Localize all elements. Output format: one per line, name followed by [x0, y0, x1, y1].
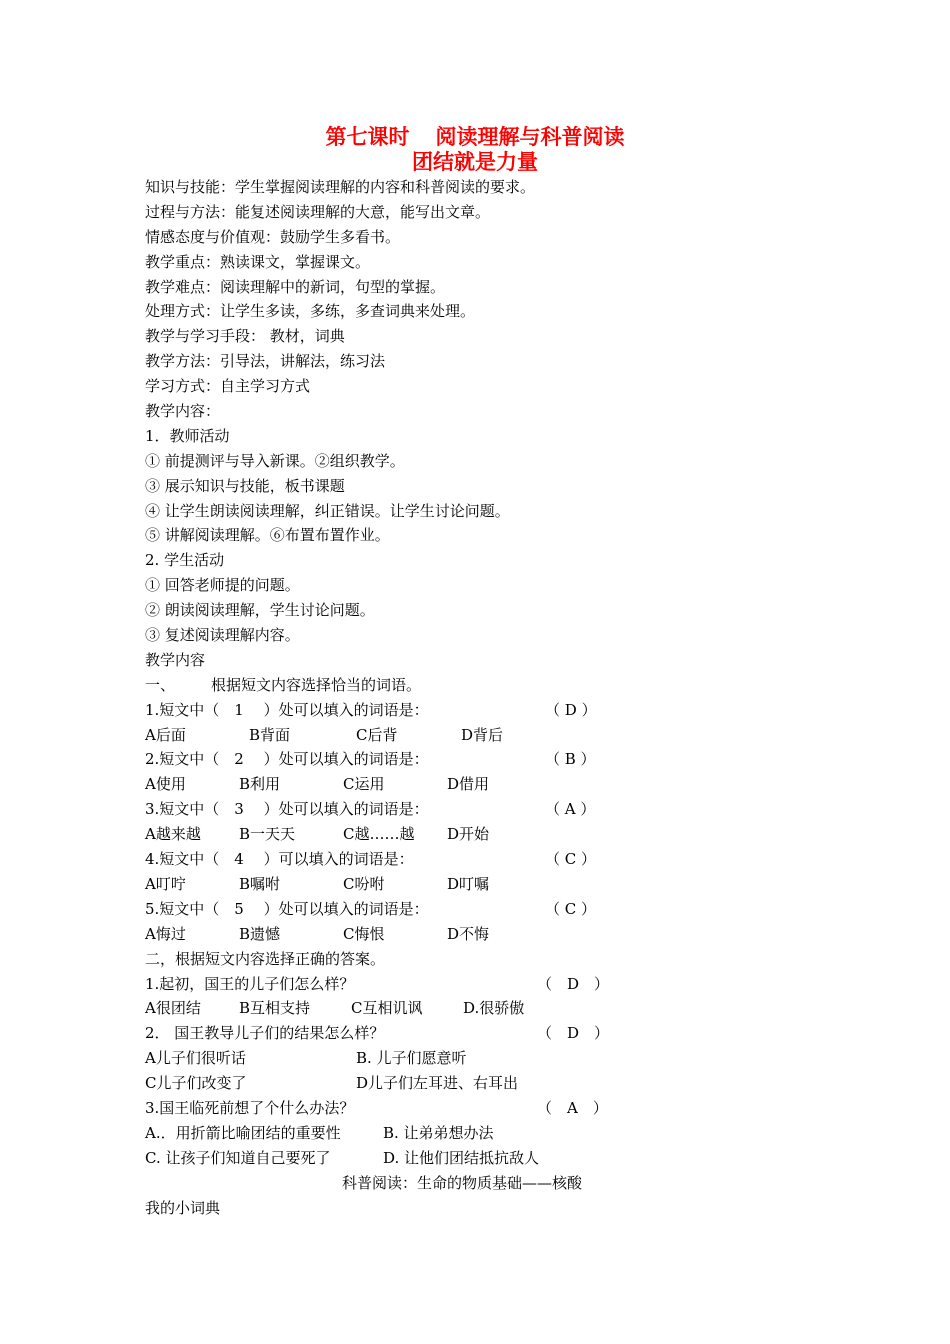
intro-line: ⑤ 讲解阅读理解。⑥布置布置作业。 [145, 526, 390, 545]
options-line [145, 996, 815, 1021]
option: A后面 [145, 725, 186, 744]
answer-mark: （ D ） [537, 1024, 610, 1043]
intro-line: 2. 学生活动 [145, 551, 225, 570]
intro-line: ③ 复述阅读理解内容。 [145, 626, 300, 645]
option: C互相讥讽 [351, 999, 423, 1018]
answer-mark: （ D ） [537, 974, 610, 993]
question-line [145, 972, 815, 997]
intro-line: 知识与技能：学生掌握阅读理解的内容和科普阅读的要求。 [145, 178, 536, 196]
option: D借用 [447, 775, 490, 794]
answer-mark: （ D ） [545, 700, 597, 719]
option: C运用 [343, 775, 385, 794]
question-text: 1.短文中（ 1 ）处可以填入的词语是： [145, 700, 429, 719]
intro-line: 教学内容 [145, 650, 206, 669]
option: B互相支持 [239, 999, 311, 1018]
question-line [145, 698, 815, 723]
options-line [145, 1046, 815, 1071]
options-line [145, 1121, 815, 1146]
science-reading-title [145, 1171, 815, 1196]
question-line [145, 797, 815, 822]
option: A叮咛 [145, 874, 186, 893]
options-line [145, 1146, 815, 1171]
option: C悔恨 [343, 924, 385, 943]
option: D不悔 [447, 924, 490, 943]
question-text: 4.短文中（ 4 ）可以填入的词语是： [145, 850, 414, 869]
option: B遗憾 [239, 924, 281, 943]
option: D儿子们左耳进、右耳出 [356, 1074, 519, 1093]
intro-line: 情感态度与价值观：鼓励学生多看书。 [145, 227, 401, 246]
options-line [145, 922, 815, 947]
dictionary-heading: 我的小词典 [145, 1198, 221, 1217]
option: A.．用折箭比喻团结的重要性 [145, 1123, 341, 1142]
option: B利用 [239, 775, 281, 794]
option: A悔过 [145, 924, 186, 943]
intro-line: ① 回答老师提的问题。 [145, 576, 300, 595]
intro-line: 教学与学习手段： 教材，词典 [145, 327, 345, 346]
option: B一天天 [239, 825, 296, 844]
option: D.很骄傲 [463, 999, 525, 1018]
option: C. 让孩子们知道自己要死了 [145, 1148, 331, 1167]
option: A越来越 [145, 825, 201, 844]
lesson-title [0, 124, 950, 150]
intro-line: 1．教师活动 [145, 426, 230, 445]
question-line [145, 1021, 815, 1046]
question-text: 3.国王临死前想了个什么办法？ [145, 1098, 355, 1117]
part1-heading [145, 673, 815, 698]
answer-mark: （ C ） [545, 899, 597, 918]
option: B背面 [249, 725, 291, 744]
options-line [145, 1071, 815, 1096]
intro-line: 学习方式：自主学习方式 [145, 377, 311, 396]
option: A很团结 [145, 999, 201, 1018]
intro-line: 教学内容： [145, 402, 221, 421]
option: B. 让弟弟想办法 [383, 1123, 494, 1142]
intro-line: ① 前提测评与导入新课。②组织教学。 [145, 451, 405, 470]
options-line [145, 822, 815, 847]
option: D背后 [461, 725, 504, 744]
intro-line: 教学难点：阅读理解中的新词，句型的掌握。 [145, 277, 446, 296]
intro-line: 教学方法：引导法，讲解法，练习法 [145, 352, 386, 371]
option: A儿子们很听话 [145, 1049, 246, 1068]
question-text: 2.短文中（ 2 ）处可以填入的词语是： [145, 750, 429, 769]
question-text: 5.短文中（ 5 ）处可以填入的词语是： [145, 899, 429, 918]
option: A使用 [145, 775, 186, 794]
part2-heading: 二，根据短文内容选择正确的答案。 [145, 949, 386, 968]
answer-mark: （ C ） [545, 850, 597, 869]
intro-line: 过程与方法：能复述阅读理解的大意，能写出文章。 [145, 202, 491, 221]
intro-line: ④ 让学生朗读阅读理解，纠正错误。让学生讨论问题。 [145, 501, 510, 520]
lesson-plan-body [145, 175, 815, 1220]
option: C后背 [356, 725, 398, 744]
answer-mark: （ A ） [545, 800, 596, 819]
intro-line: ② 朗读阅读理解，学生讨论问题。 [145, 601, 375, 620]
option: B. 儿子们愿意听 [356, 1049, 467, 1068]
part1-heading-number: 一、 [145, 675, 176, 694]
option: D叮嘱 [447, 874, 490, 893]
answer-mark: （ B ） [545, 750, 596, 769]
question-text: 2． 国王教导儿子们的结果怎么样？ [145, 1024, 385, 1043]
options-line [145, 872, 815, 897]
option: C儿子们改变了 [145, 1074, 247, 1093]
option: D开始 [447, 825, 490, 844]
intro-line: 处理方式：让学生多读，多练，多查词典来处理。 [145, 302, 476, 321]
question-line [145, 747, 815, 772]
question-line [145, 847, 815, 872]
intro-line: ③ 展示知识与技能，板书课题 [145, 476, 345, 495]
text-title: 团结就是力量 [412, 150, 538, 174]
question-text: 1.起初，国王的儿子们怎么样？ [145, 974, 355, 993]
intro-line: 教学重点：熟读课文，掌握课文。 [145, 252, 371, 271]
question-text: 3.短文中（ 3 ）处可以填入的词语是： [145, 800, 429, 819]
part1-heading-text: 根据短文内容选择恰当的词语。 [211, 675, 422, 694]
answer-mark: （ A ） [537, 1098, 608, 1117]
lesson-topic: 阅读理解与科普阅读 [435, 125, 625, 149]
question-line [145, 897, 815, 922]
option: C越……越 [343, 825, 415, 844]
lesson-number: 第七课时 [325, 125, 410, 149]
options-line [145, 723, 815, 748]
question-line [145, 1096, 815, 1121]
option: C吩咐 [343, 874, 385, 893]
science-reading-title-text: 科普阅读：生命的物质基础——核酸 [342, 1173, 583, 1192]
option: D. 让他们团结抵抗敌人 [383, 1148, 540, 1167]
option: B嘱咐 [239, 874, 281, 893]
options-line [145, 772, 815, 797]
